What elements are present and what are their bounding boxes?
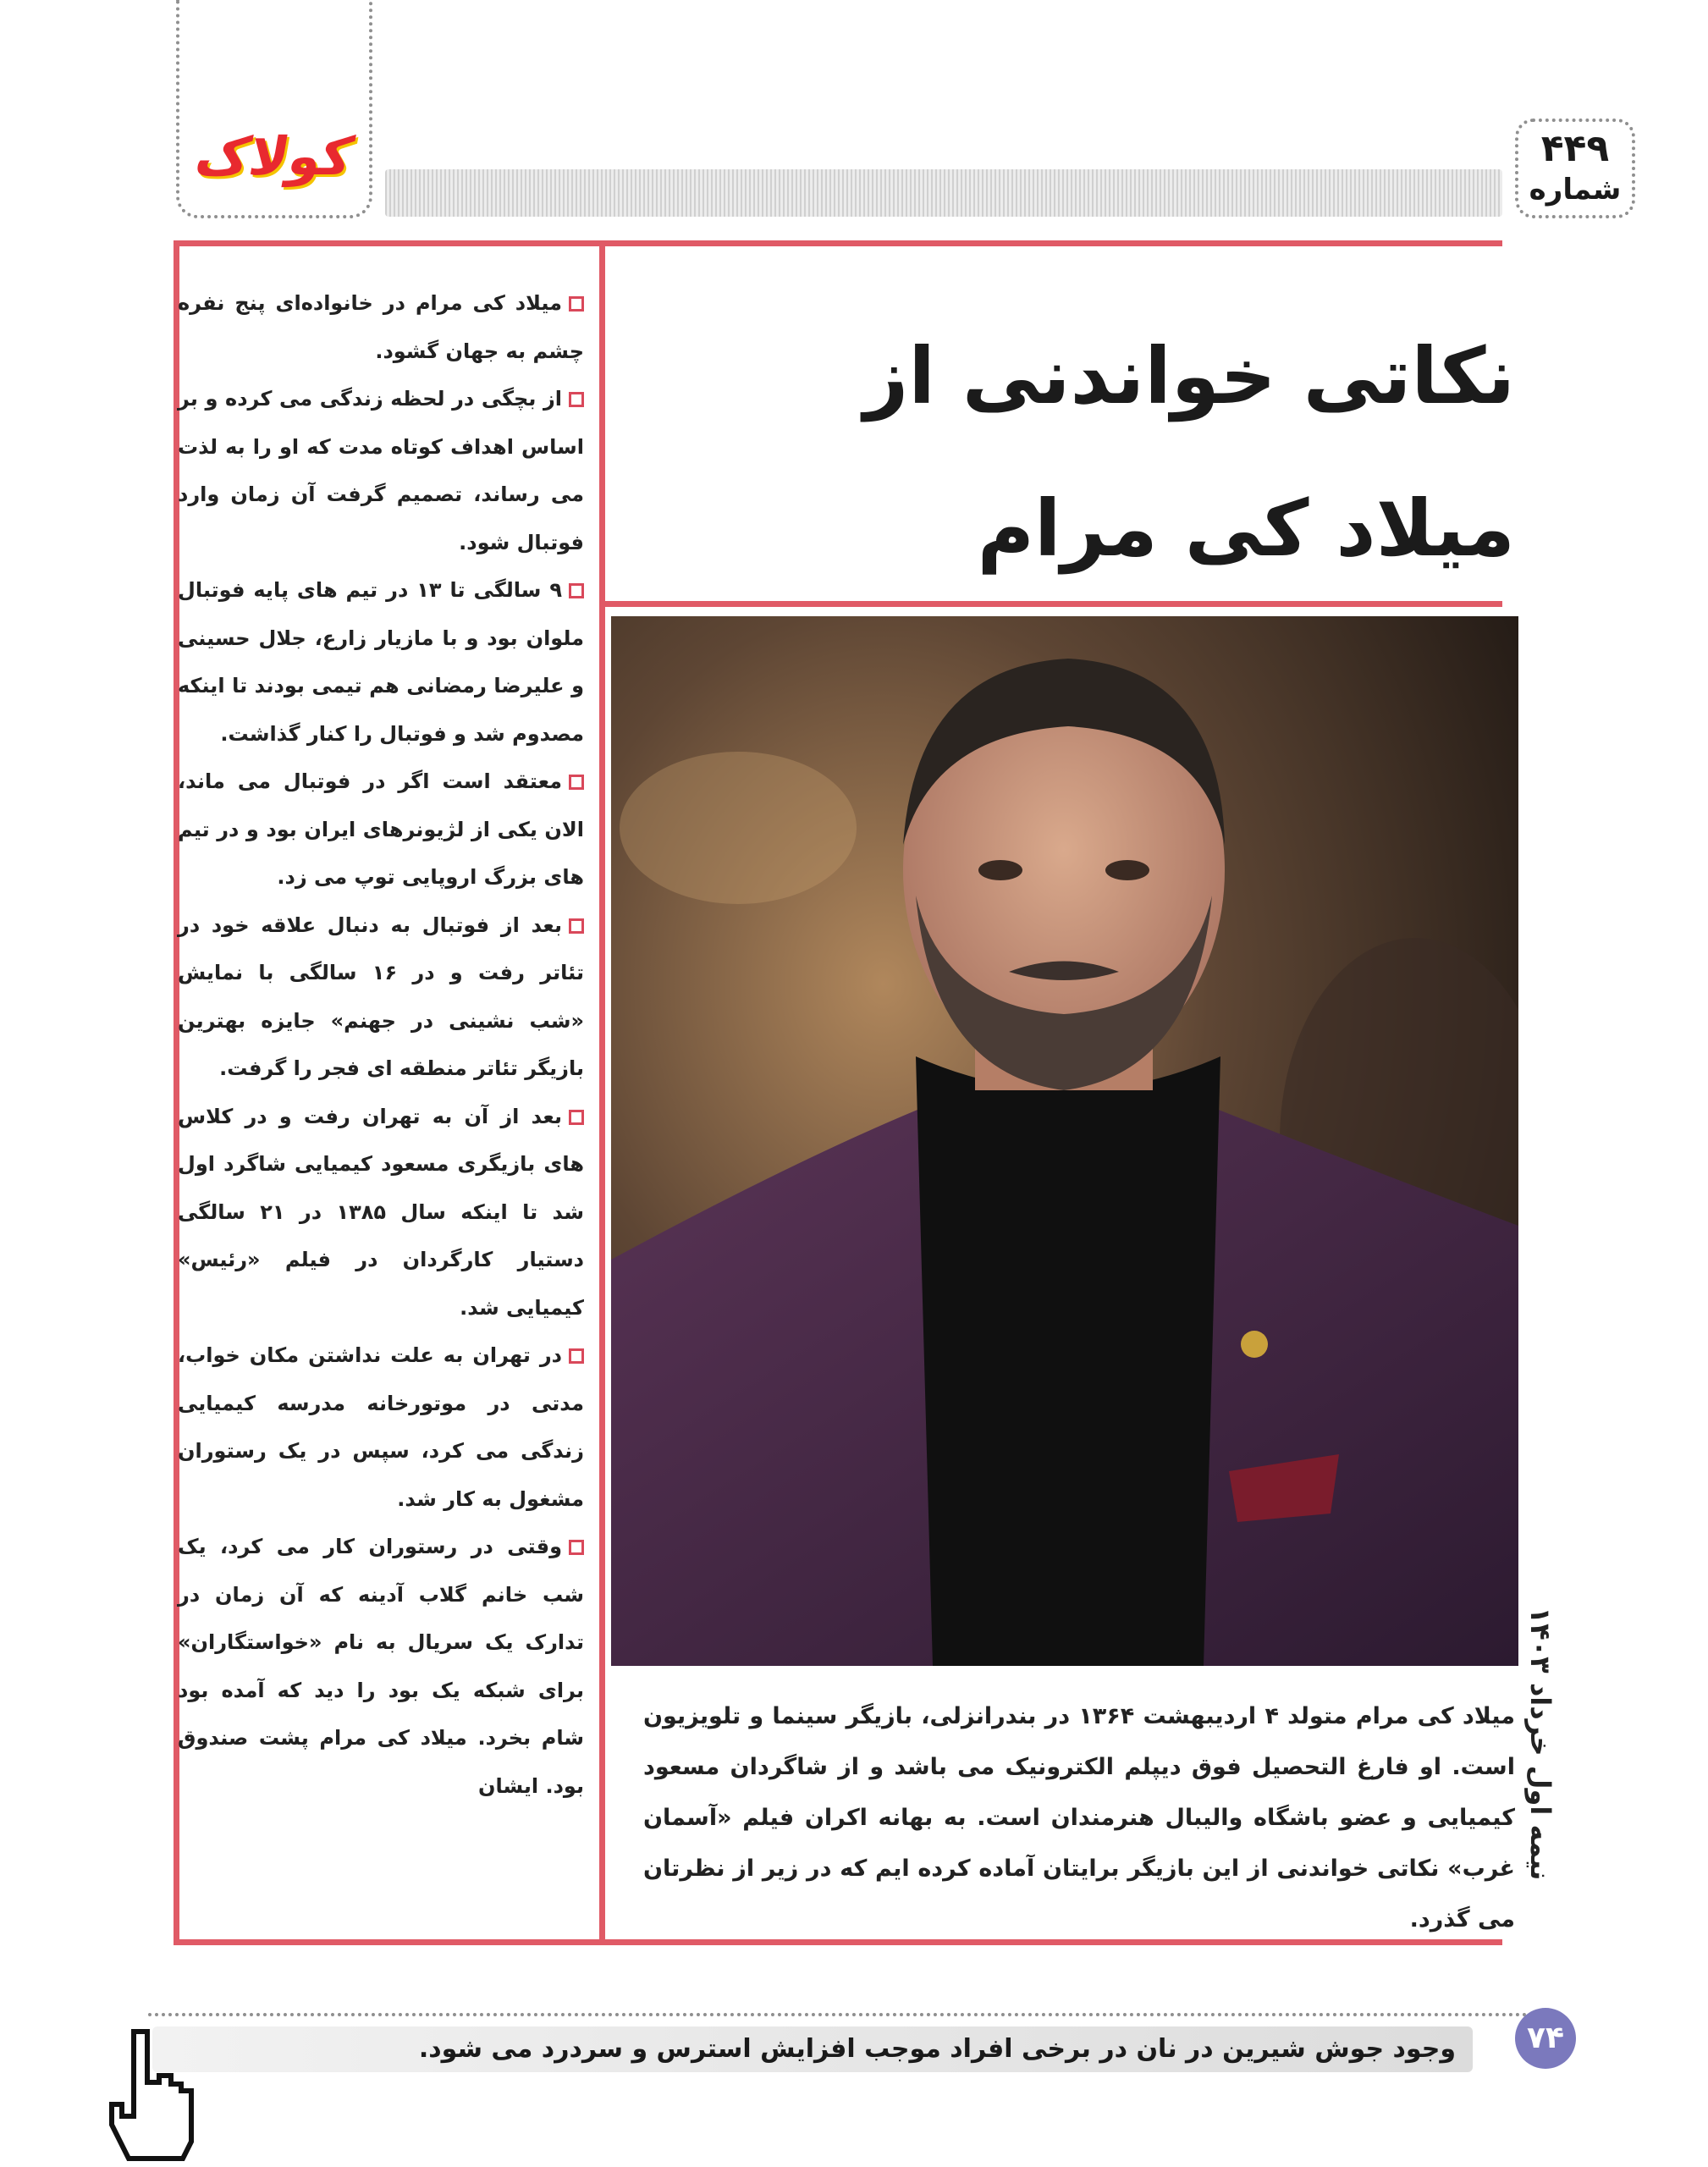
square-bullet-icon [569, 775, 584, 790]
magazine-logo-tab [176, 0, 372, 218]
fact-item: از بچگی در لحظه زندگی می کرده و بر اساس اهداف کوتاه مدت که او را به لذت می رساند، تصمیم گرفت آن زمان وارد فوتبال شود. [178, 387, 584, 554]
issue-badge [1515, 119, 1635, 218]
fact-item: بعد از فوتبال به دنبال علاقه خود در تئاتر رفت و در ۱۶ سالگی با نمایش «شب نشینی در جهنم» جایزه بهترین بازیگر تئاتر منطقه ای فجر را گرفت. [178, 913, 584, 1080]
frame-top-line [174, 240, 1502, 246]
square-bullet-icon [569, 1110, 584, 1125]
fact-item: ۹ سالگی تا ۱۳ در تیم های پایه فوتبال ملوان بود و با مازیار زارع، جلال حسینی و علیرضا رمضانی هم تیمی بودند تا اینکه مصدوم شد و فوتبال را کنار گذاشت. [178, 578, 584, 746]
pointing-hand-icon [100, 2023, 201, 2167]
frame-divider-line [599, 240, 605, 1945]
fact-item: در تهران به علت نداشتن مکان خواب، مدتی در موتورخانه مدرسه کیمیایی زندگی می کرد، سپس در یک رستوران مشغول به کار شد. [178, 1343, 584, 1511]
issue-label: شماره [1529, 173, 1622, 207]
square-bullet-icon [569, 1540, 584, 1555]
fact-item: وقتی در رستوران کار می کرد، یک شب خانم گلاب آدینه که آن زمان در تدارک یک سریال به نام «خواستگاران» برای شبکه یک بود را دید که آمده بود شام بخرد. میلاد کی مرام پشت صندوق بود. ایشان [178, 1535, 584, 1798]
footer-dotted-line [148, 2013, 1562, 2016]
title-line-1: نکاتی خواندنی از [863, 331, 1515, 422]
article-title [643, 301, 1515, 605]
logo-text: کولاک [190, 125, 358, 187]
article-intro: میلاد کی مرام متولد ۴ اردیبهشت ۱۳۶۴ در بندرانزلی، بازیگر سینما و تلویزیون است. او فارغ التحصیل فوق دیپلم الکترونیک می باشد و از شاگردان مسعود کیمیایی و عضو باشگاه والیبال هنرمندان است. به بهانه اکران فیلم «آسمان غرب» نکاتی خواندنی از این بازیگر برایتان آماده کرده ایم که در زیر از نظرتان می گذرد. [643, 1703, 1515, 1933]
fact-item: میلاد کی مرام در خانواده‌ای پنج نفره چشم به جهان گشود. [178, 291, 584, 363]
fact-item: معتقد است اگر در فوتبال می ماند، الان یکی از لژیونرهای ایران بود و در تیم های بزرگ اروپایی توپ می زد. [178, 769, 584, 889]
portrait-photo [611, 616, 1518, 1666]
square-bullet-icon [569, 296, 584, 312]
square-bullet-icon [569, 1348, 584, 1364]
magazine-logo [190, 123, 359, 190]
square-bullet-icon [569, 918, 584, 934]
title-line-2: میلاد کی مرام [977, 483, 1515, 574]
issue-number: ۴۴۹ [1540, 127, 1610, 170]
fact-item: بعد از آن به تهران رفت و در کلاس های بازیگری مسعود کیمیایی شاگرد اول شد تا اینکه سال ۱۳۸۵ در ۲۱ سالگی دستیار کارگردان در فیلم «رئیس» کیمیایی شد. [178, 1104, 585, 1320]
facts-column [178, 279, 584, 1810]
square-bullet-icon [569, 583, 584, 598]
footer-fact-text: وجود جوش شیرین در نان در برخی افراد موجب افزایش استرس و سردرد می شود. [418, 2034, 1456, 2064]
issue-date-text: نیمه اول خرداد ۱۴۰۳ [1524, 1607, 1556, 1881]
square-bullet-icon [569, 392, 584, 407]
page-number-badge: ۷۴ [1515, 2008, 1576, 2069]
header-bar [385, 169, 1502, 217]
issue-date [1515, 1574, 1566, 1913]
